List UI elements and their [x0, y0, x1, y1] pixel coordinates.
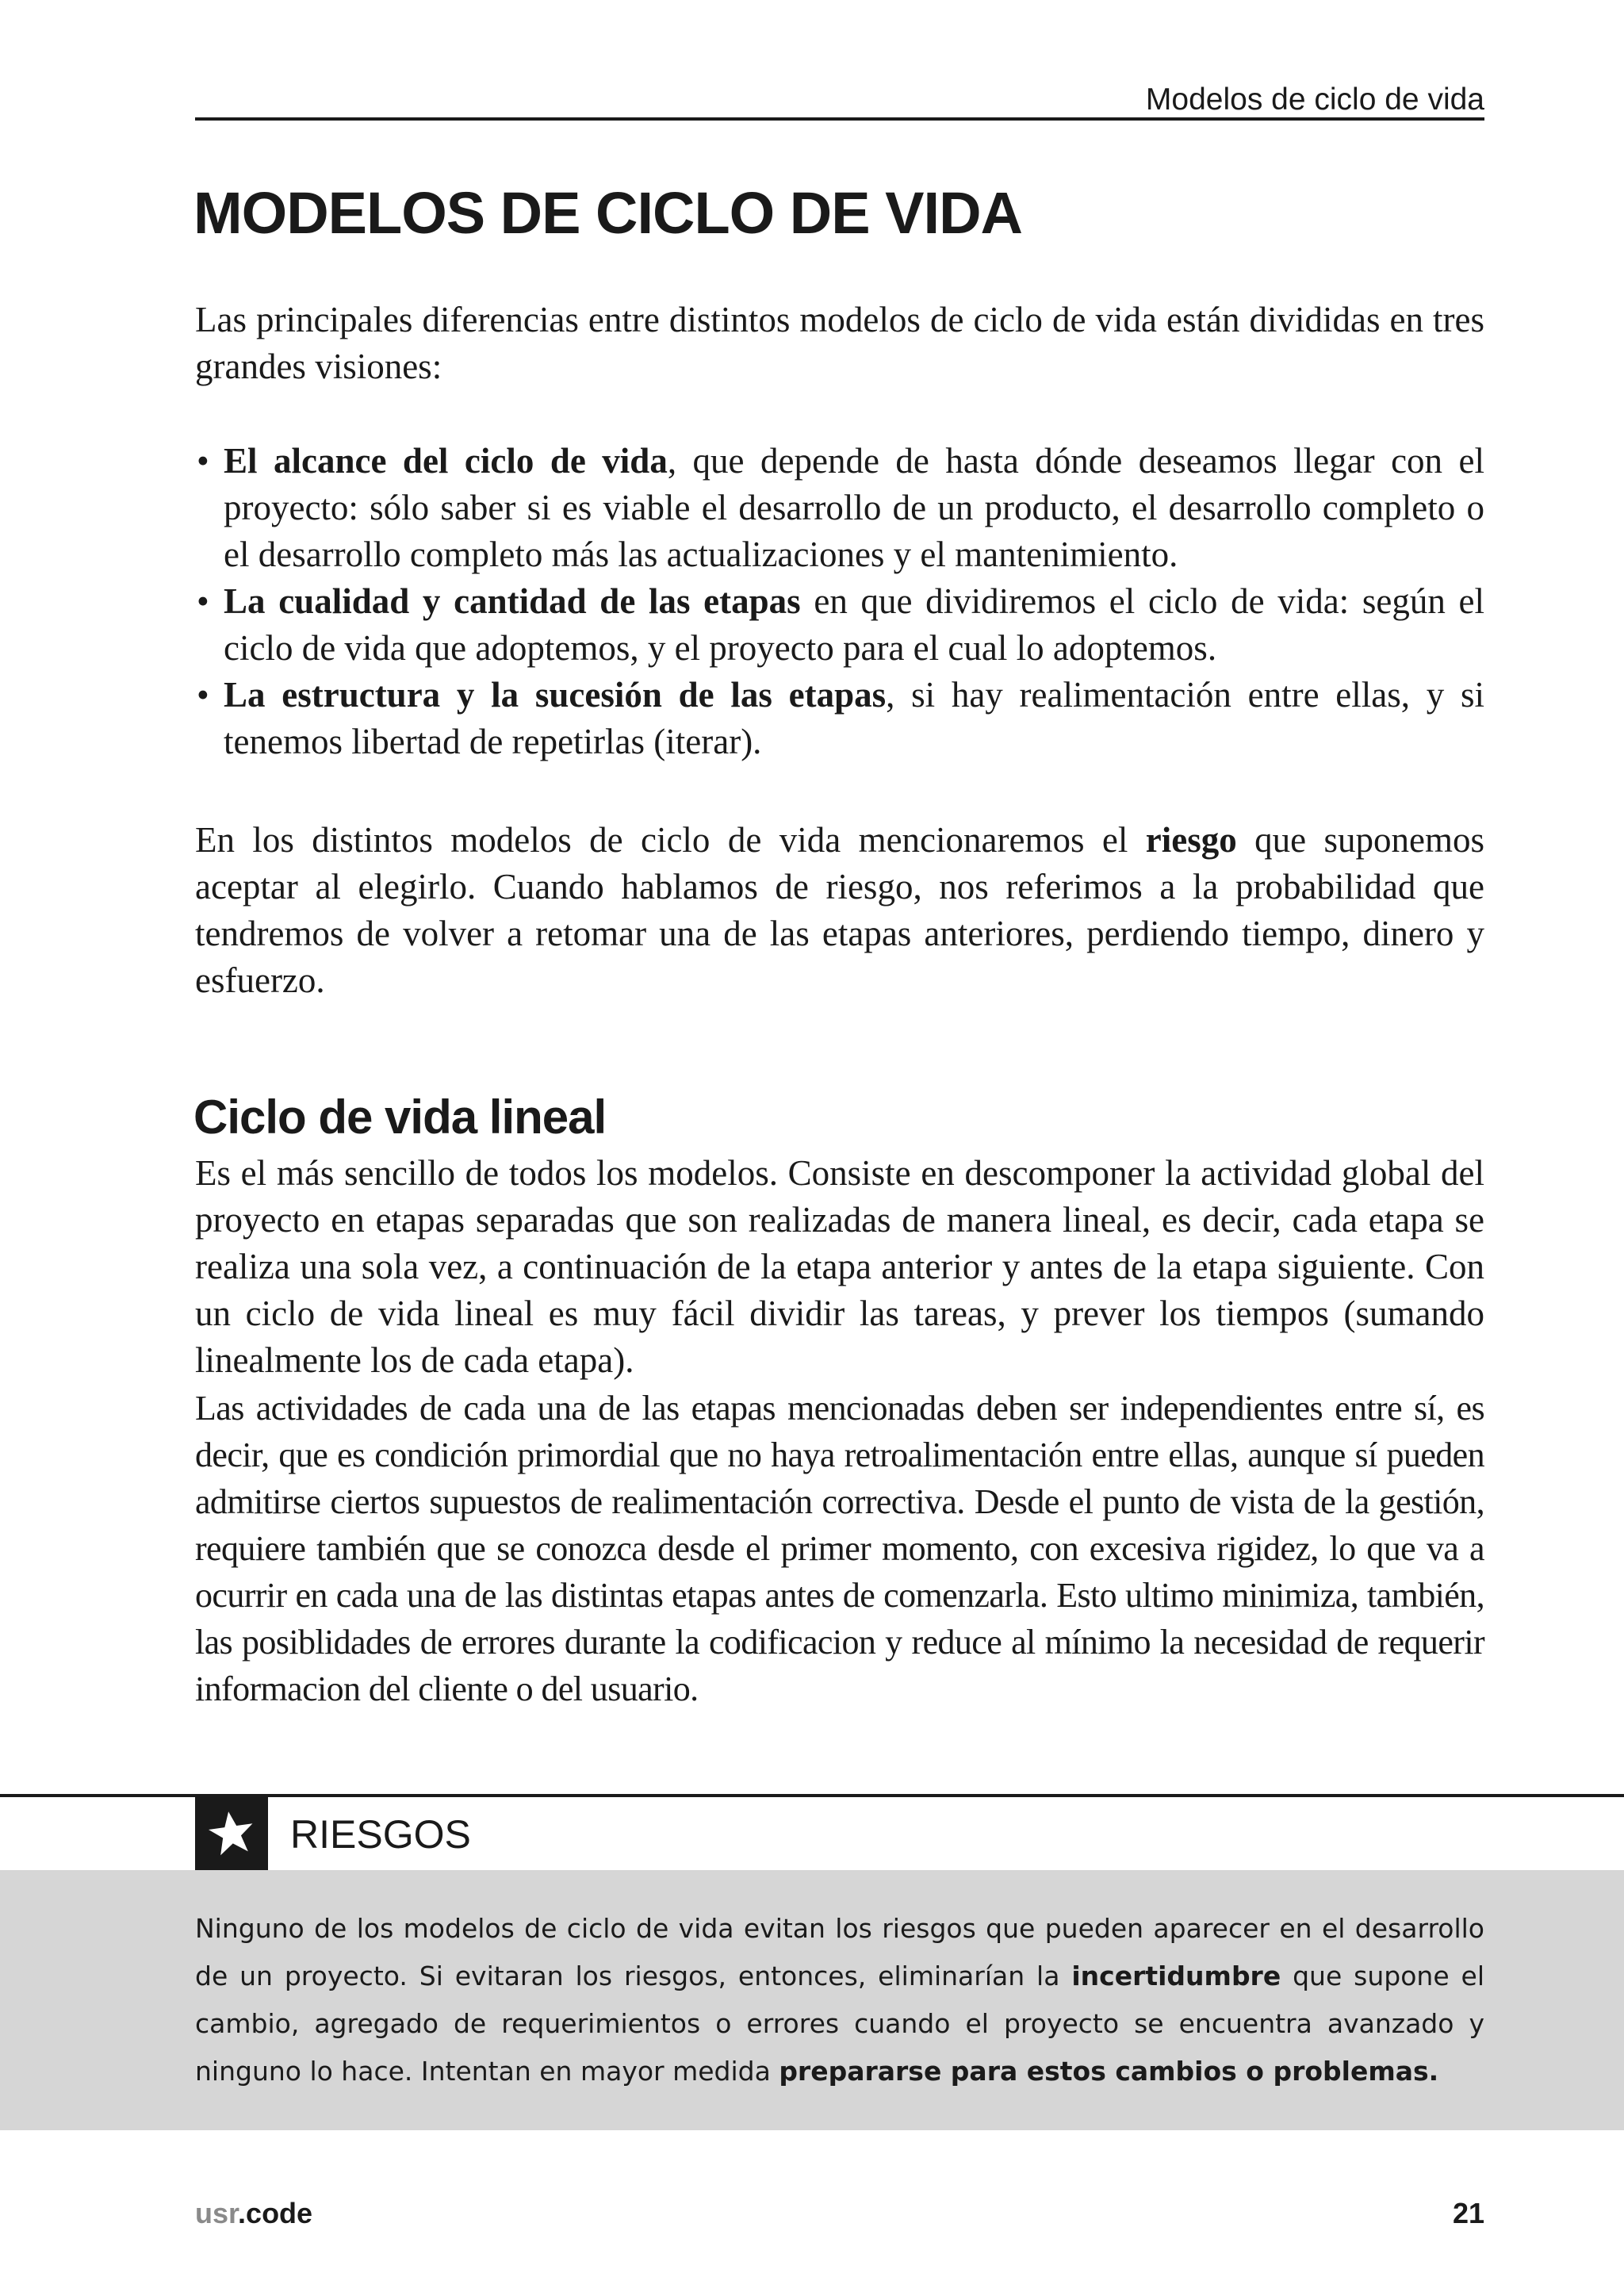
box-bold-term-1: incertidumbre [1071, 1961, 1281, 1991]
bullet-icon: • [197, 581, 209, 621]
bullet-list [195, 438, 1484, 765]
intro-paragraph: Las principales diferencias entre distintos modelos de ciclo de vida están divididas en tres grandes visiones: [195, 300, 1484, 386]
box-bold-term-2: prepararse para estos cambios o problemas. [779, 2056, 1439, 2087]
section-paragraph-2: Las actividades de cada una de las etapas mencionadas deben ser independientes entre sí, es decir, que es condición primordial que no haya retroalimentación entre ellas, aunque sí pueden admitirse ciertos supuestos de realimentación correctiva. Desde el punto de vista de la gestión, requiere también que se conozca desde el primer momento, con excesiva rigidez, lo que va a ocurrir en cada una de las distintas etapas antes de comenzarla. Esto ultimo minimiza, también, las posiblidades de errores durante la codificacion y reduce al mínimo la necesidad de requerir informacion del cliente o del usuario. [195, 1389, 1484, 1708]
bullet-bold-text: El alcance del ciclo de vida [224, 441, 668, 481]
list-item [195, 438, 1484, 578]
list-item [195, 672, 1484, 765]
star-icon [195, 1797, 268, 1870]
brand-suffix: .code [238, 2197, 313, 2229]
list-item [195, 578, 1484, 672]
sidebar-box-text [195, 1905, 1484, 2095]
bullet-text: , si hay realimentación entre ellas, y si tenemos libertad de repetirlas (iterar). [224, 675, 1484, 761]
brand-prefix: usr [195, 2197, 239, 2229]
running-header: Modelos de ciclo de vida [1145, 82, 1484, 117]
page-title: MODELOS DE CICLO DE VIDA [193, 180, 1022, 246]
header-rule [195, 117, 1484, 121]
risk-text-before: En los distintos modelos de ciclo de vida mencionaremos el [195, 820, 1146, 860]
bullet-icon: • [197, 441, 209, 481]
footer-brand-logo [195, 2197, 312, 2230]
risk-text-after: que suponemos aceptar al elegirlo. Cuando hablamos de riesgo, nos referimos a la probabilidad que tendremos de volver a retomar una de las etapas anteriores, perdiendo tiempo, dinero y esfuerzo. [195, 820, 1484, 1000]
star-icon-svg [208, 1810, 255, 1857]
box-text-middle: que supone el cambio, agregado de requerimientos o errores cuando el proyecto se encuentra avanzado y ninguno lo hace. Intentan en mayor medida [195, 1961, 1484, 2087]
page-number: 21 [1452, 2197, 1484, 2229]
bullet-text: , que depende de hasta dónde deseamos llegar con el proyecto: sólo saber si es viable el desarrollo de un producto, el desarrollo completo o el desarrollo completo más las actualizaciones y el mantenimiento. [224, 441, 1484, 574]
bullet-bold-text: La cualidad y cantidad de las etapas [224, 581, 801, 621]
bullet-text: en que dividiremos el ciclo de vida: según el ciclo de vida que adoptemos, y el proyecto para el cual lo adoptemos. [224, 581, 1484, 668]
bullet-bold-text: La estructura y la sucesión de las etapas [224, 675, 887, 715]
box-text-before: Ninguno de los modelos de ciclo de vida evitan los riesgos que pueden aparecer en el desarrollo de un proyecto. Si evitaran los riesgos, entonces, eliminarían la [195, 1913, 1484, 1991]
bullet-icon: • [197, 675, 209, 715]
risk-paragraph [195, 817, 1484, 1004]
risk-bold-term: riesgo [1145, 820, 1237, 860]
sidebar-box-title: RIESGOS [290, 1812, 471, 1857]
section-title: Ciclo de vida lineal [193, 1091, 607, 1144]
section-paragraph-1: Es el más sencillo de todos los modelos. Consiste en descomponer la actividad global del proyecto en etapas separadas que son realizadas de manera lineal, es decir, cada etapa se realiza una sola vez, a continuación de la etapa anterior y antes de la etapa siguiente. Con un ciclo de vida lineal es muy fácil dividir las tareas, y prever los tiempos (sumando linealmente los de cada etapa). [195, 1153, 1484, 1380]
